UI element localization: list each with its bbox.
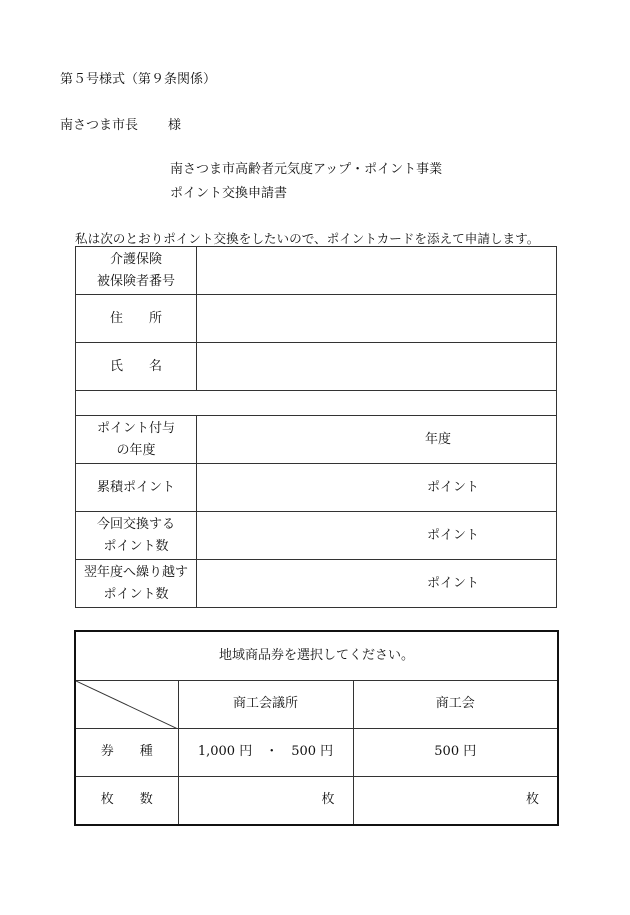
- name-field[interactable]: [197, 343, 557, 391]
- exchange-points-field[interactable]: [197, 512, 557, 560]
- commerce-association-header[interactable]: 商工会: [353, 680, 557, 728]
- label-line: 介護保険: [109, 251, 162, 267]
- association-voucher-count-field[interactable]: [353, 776, 557, 824]
- unit-label: ポイント: [427, 479, 480, 495]
- applicant-table: [75, 246, 557, 608]
- spacer-cell: [76, 391, 557, 416]
- unit-label: 年度: [425, 431, 452, 447]
- label-line: ポイント数: [103, 586, 169, 602]
- name-label: 氏 名: [76, 343, 197, 391]
- unit-label: 枚: [526, 792, 540, 808]
- honorific: 様: [168, 118, 182, 133]
- voucher-table-frame: [74, 630, 559, 826]
- table-row: [76, 343, 557, 391]
- unit-label: ポイント: [427, 527, 480, 543]
- label-line: ポイント数: [103, 538, 169, 554]
- accumulated-points-field[interactable]: [197, 464, 557, 512]
- insured-number-field[interactable]: [197, 247, 557, 295]
- carryover-points-field[interactable]: [197, 560, 557, 608]
- table-row: [76, 680, 557, 728]
- address-field[interactable]: [197, 295, 557, 343]
- unit-label: ポイント: [427, 575, 480, 591]
- address-label: 住 所: [76, 295, 197, 343]
- table-row: [76, 247, 557, 295]
- table-row: [76, 776, 557, 824]
- intro-statement: 私は次のとおりポイント交換をしたいので、ポイントカードを添えて申請します。: [75, 231, 540, 246]
- table-row: [76, 416, 557, 464]
- chamber-of-commerce-header[interactable]: 商工会議所: [178, 680, 353, 728]
- voucher-type-label: 券 種: [76, 728, 178, 776]
- table-row: [76, 560, 557, 608]
- table-row: [76, 464, 557, 512]
- voucher-count-label: 枚 数: [76, 776, 178, 824]
- accumulated-points-label: 累積ポイント: [76, 464, 197, 512]
- label-line: ポイント付与: [96, 420, 175, 436]
- fiscal-year-label: [76, 416, 197, 464]
- voucher-instruction: 地域商品券を選択してください。: [76, 632, 557, 680]
- insured-number-label: [76, 247, 197, 295]
- voucher-table: [76, 632, 557, 824]
- diagonal-header-cell: [76, 680, 178, 728]
- table-row: [76, 632, 557, 680]
- table-row: [76, 728, 557, 776]
- diagonal-line: [76, 681, 178, 729]
- spacer-row: [76, 391, 557, 416]
- label-line: 翌年度へ繰り越す: [83, 564, 188, 580]
- carryover-points-label: [76, 560, 197, 608]
- addressee-name: 南さつま市長: [60, 118, 139, 133]
- association-voucher-types[interactable]: 500 円: [353, 728, 557, 776]
- exchange-points-label: [76, 512, 197, 560]
- form-number: 第５号様式（第９条関係）: [60, 72, 217, 87]
- table-row: [76, 512, 557, 560]
- unit-label: 枚: [321, 792, 335, 808]
- addressee: [60, 114, 181, 133]
- label-line: 被保険者番号: [96, 273, 175, 289]
- fiscal-year-field[interactable]: [197, 416, 557, 464]
- document-title-line2: ポイント交換申請書: [170, 186, 288, 201]
- chamber-voucher-types[interactable]: 1,000 円 ・ 500 円: [178, 728, 353, 776]
- label-line: の年度: [116, 442, 156, 458]
- table-row: [76, 295, 557, 343]
- document-title-line1: 南さつま市高齢者元気度アップ・ポイント事業: [170, 162, 443, 177]
- chamber-voucher-count-field[interactable]: [178, 776, 353, 824]
- label-line: 今回交換する: [96, 516, 175, 532]
